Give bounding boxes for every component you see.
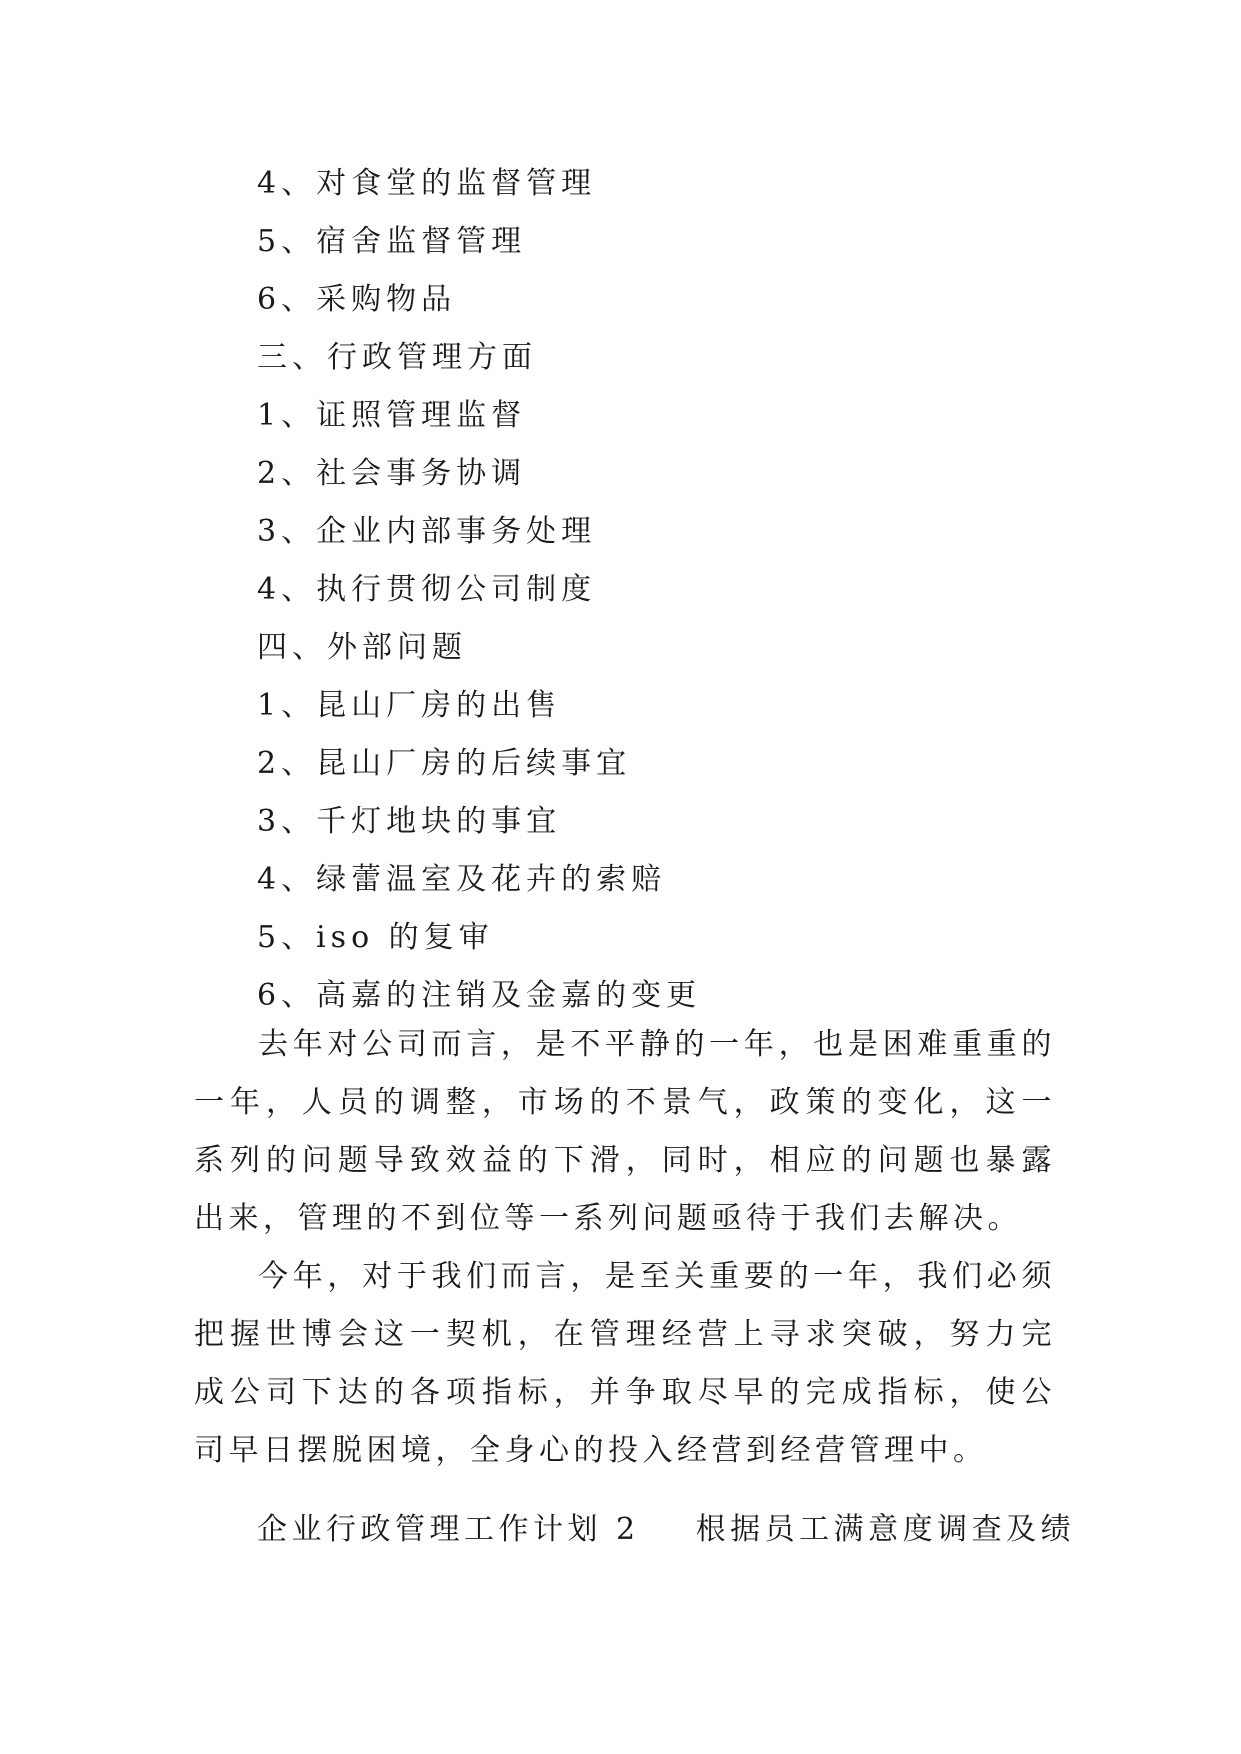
body-paragraph: 今年，对于我们而言，是至关重要的一年，我们必须把握世博会这一契机，在管理经营上寻求突破，努力完成公司下达的各项指标，并争取尽早的完成指标，使公司早日摆脱困境，全身心的投入经营到经营管理中。 — [194, 1259, 1056, 1468]
section-heading: 三、行政管理方面 — [257, 340, 537, 375]
list-item: 3、千灯地块的事宜 — [257, 804, 562, 839]
list-item: 4、绿蕾温室及花卉的索赔 — [257, 862, 667, 897]
list-item: 6、采购物品 — [257, 282, 457, 317]
list-item: 1、证照管理监督 — [257, 398, 527, 433]
list-item: 6、高嘉的注销及金嘉的变更 — [257, 978, 702, 1013]
list-item: 2、社会事务协调 — [257, 456, 527, 491]
list-item: 1、昆山厂房的出售 — [257, 688, 562, 723]
list-item: 5、宿舍监督管理 — [257, 224, 527, 259]
section-continuation: 根据员工满意度调查及绩 — [695, 1512, 1076, 1547]
body-paragraph: 去年对公司而言，是不平静的一年，也是困难重重的一年，人员的调整，市场的不景气，政策的变化，这一系列的问题导致效益的下滑，同时，相应的问题也暴露出来，管理的不到位等一系列问题亟待于我们去解决。 — [194, 1027, 1056, 1236]
list-item: 5、iso 的复审 — [257, 920, 494, 955]
list-item: 2、昆山厂房的后续事宜 — [257, 746, 632, 781]
list-item: 3、企业内部事务处理 — [257, 514, 597, 549]
list-item: 4、对食堂的监督管理 — [257, 166, 597, 201]
section-title: 企业行政管理工作计划 2 — [257, 1512, 640, 1547]
next-section-line — [257, 1510, 1076, 1550]
section-heading: 四、外部问题 — [257, 630, 467, 665]
list-item: 4、执行贯彻公司制度 — [257, 572, 597, 607]
